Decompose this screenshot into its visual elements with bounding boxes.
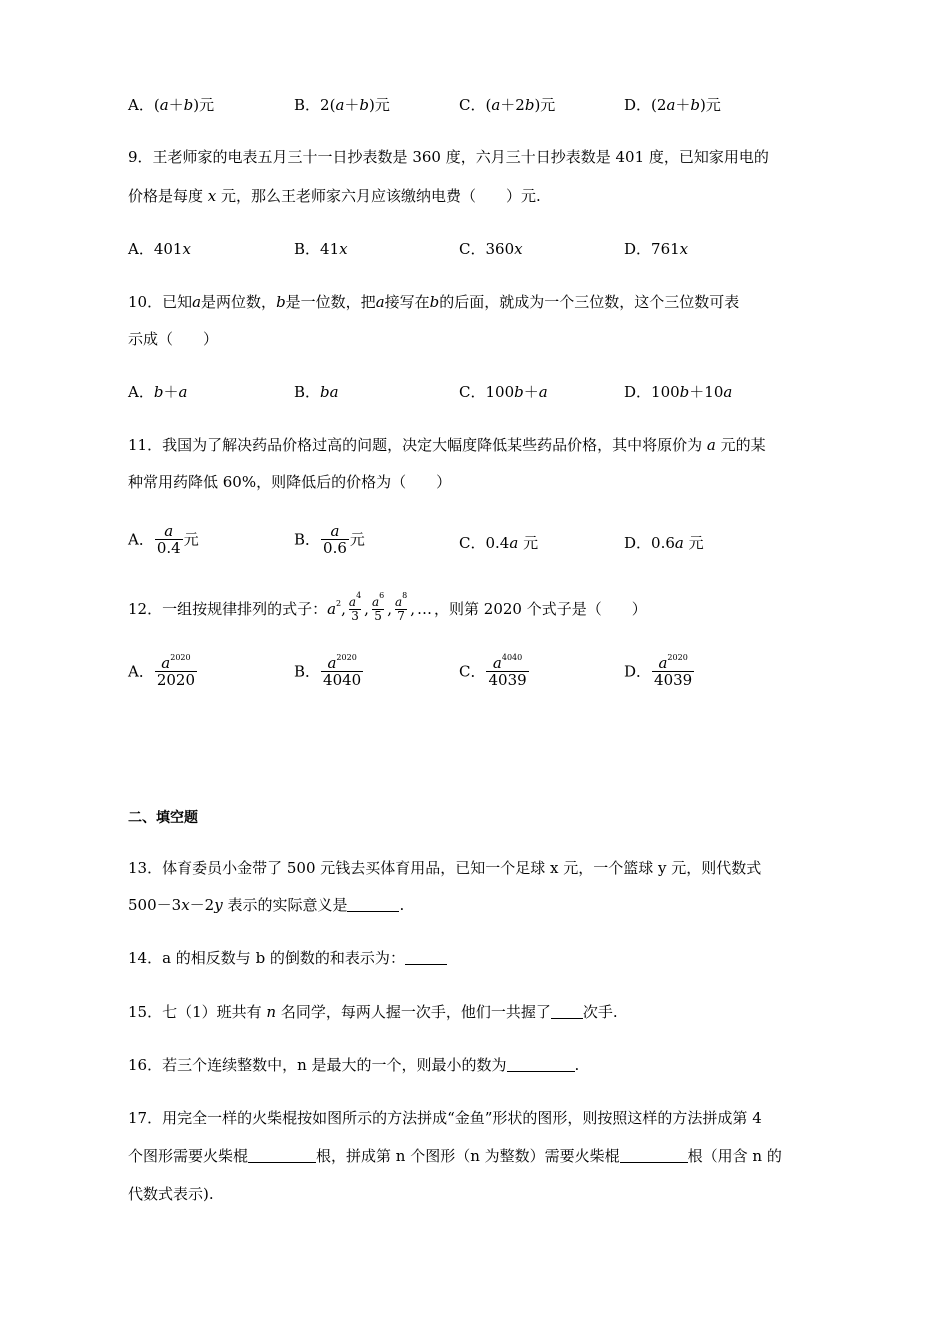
answer-blank[interactable] [347, 897, 399, 912]
q17-stem-line3: 代数式表示). [128, 1185, 214, 1203]
answer-blank[interactable] [507, 1057, 575, 1072]
fraction: $\frac{a^8}{7}$ [394, 590, 408, 623]
q11-option-c: C．0.4a 元 [459, 534, 539, 552]
fraction: $\frac{a^{2020}}{2020}$ [156, 653, 196, 689]
q12-option-b: B． $\frac{a^{2020}}{4040}$ [294, 653, 362, 689]
q10-stem-line1: 10．已知a是两位数，b是一位数，把a接写在b的后面，就成为一个三位数，这个三位数可表 [128, 293, 740, 311]
q9-option-b: B．41x [294, 240, 348, 258]
q9-stem-line1: 9．王老师家的电表五月三十一日抄表数是 360 度，六月三十日抄表数是 401 度，已知家用电的 [128, 148, 769, 166]
answer-blank[interactable] [405, 950, 447, 965]
q9-stem-line2: 价格是每度 x 元，那么王老师家六月应该缴纳电费（ ）元. [128, 187, 541, 205]
fraction: $\frac{a^6}{5}$ [371, 590, 385, 623]
q9-option-c: C．360x [459, 240, 523, 258]
q11-option-a: A． $\frac{a}{0.4}$ 元 [128, 522, 199, 557]
fraction: $\frac{a^{2020}}{4039}$ [654, 653, 693, 689]
fraction: $\frac{a^{4040}}{4039}$ [488, 653, 527, 689]
q8-option-d: D．(2a＋b)元 [624, 96, 721, 114]
q10-stem-line2: 示成（ ） [128, 330, 219, 348]
q13-stem-line1: 13．体育委员小金带了 500 元钱去买体育用品，已知一个足球 x 元，一个篮球 y 元，则代数式 [128, 859, 762, 877]
q12-option-d: D． $\frac{a^{2020}}{4039}$ [624, 653, 693, 689]
fraction: $\frac{a^{2020}}{4040}$ [323, 653, 362, 689]
q11-option-d: D．0.6a 元 [624, 534, 704, 552]
fraction: $\frac{a^4}{3}$ [348, 590, 362, 623]
q9-option-d: D．761x [624, 240, 689, 258]
q10-option-b: B．ba [294, 383, 339, 401]
q13-stem-line2: 500－3x－2y 表示的实际意义是 . [128, 896, 405, 914]
q12-option-a: A． $\frac{a^{2020}}{2020}$ [128, 653, 196, 689]
q10-option-d: D．100b＋10a [624, 383, 733, 401]
answer-blank[interactable] [248, 1148, 316, 1163]
q10-option-c: C．100b＋a [459, 383, 548, 401]
fraction: $\frac{a}{0.4}$ [156, 522, 181, 557]
q8-option-c: C．(a＋2b)元 [459, 96, 556, 114]
fraction: $\frac{a}{0.6}$ [323, 522, 347, 557]
section-heading-fill-in: 二、填空题 [128, 810, 198, 826]
q10-option-a: A．b＋a [128, 383, 188, 401]
q9-option-a: A．401x [128, 240, 191, 258]
q11-stem-line2: 种常用药降低 60%，则降低后的价格为（ ） [128, 473, 452, 491]
q17-stem-line2: 个图形需要火柴棍 根，拼成第 n 个图形（n 为整数）需要火柴棍 根（用含 n 的 [128, 1147, 782, 1165]
q14-stem: 14．a 的相反数与 b 的倒数的和表示为： [128, 948, 447, 968]
q11-stem-line1: 11．我国为了解决药品价格过高的问题，决定大幅度降低某些药品价格，其中将原价为 a 元的某 [128, 436, 766, 454]
q12-option-c: C． $\frac{a^{4040}}{4039}$ [459, 653, 527, 689]
q8-option-a: A．(a＋b)元 [128, 96, 215, 114]
q11-option-b: B． $\frac{a}{0.6}$ 元 [294, 522, 365, 557]
q15-stem: 15．七（1）班共有 n 名同学，每两人握一次手，他们一共握了 次手. [128, 1003, 618, 1021]
answer-blank[interactable] [551, 1004, 583, 1019]
q12-stem: 12．一组按规律排列的式子：$a^2$, $\frac{a^4}{3}$ , $\frac{a^6}{5}$ , $\frac{a^8}{7}$ , … ，则第 2020 个式子是（ ） [128, 590, 647, 623]
q17-stem-line1: 17．用完全一样的火柴棍按如图所示的方法拼成“金鱼”形状的图形，则按照这样的方法拼成第 4 [128, 1109, 762, 1127]
q16-stem: 16．若三个连续整数中，n 是最大的一个，则最小的数为 . [128, 1056, 580, 1074]
answer-blank[interactable] [620, 1148, 688, 1163]
q8-option-b: B．2(a＋b)元 [294, 96, 390, 114]
